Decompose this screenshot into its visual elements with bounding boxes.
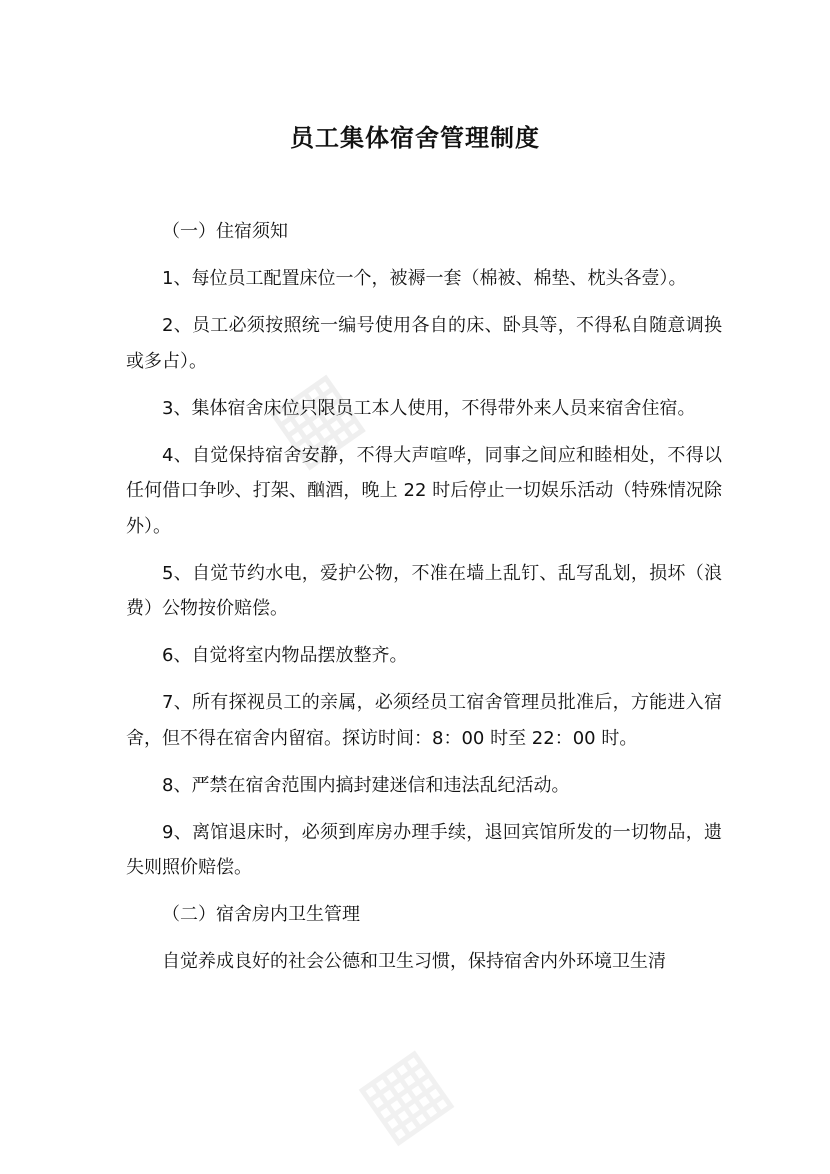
rule-item: 4、自觉保持宿舍安静，不得大声喧哗，同事之间应和睦相处，不得以任何借口争吵、打架、酗酒，晚上 22 时后停止一切娱乐活动（特殊情况除外）。 xyxy=(126,444,722,537)
section-heading: （二）宿舍房内卫生管理 xyxy=(162,904,360,925)
rule-item: 6、自觉将室内物品摆放整齐。 xyxy=(162,645,408,666)
rule-item: 1、每位员工配置床位一个，被褥一套（棉被、棉垫、枕头各壹）。 xyxy=(162,268,687,289)
page-title: 员工集体宿舍管理制度 xyxy=(290,124,540,152)
section-heading: （一）住宿须知 xyxy=(162,221,288,242)
rule-item: 2、员工必须按照统一编号使用各自的床、卧具等，不得私自随意调换或多占）。 xyxy=(126,315,722,372)
rule-item: 9、离馆退床时，必须到库房办理手续，退回宾馆所发的一切物品，遗失则照价赔偿。 xyxy=(126,821,722,878)
document-body xyxy=(126,214,722,991)
rule-item: 3、集体宿舍床位只限员工本人使用，不得带外来人员来宿舍住宿。 xyxy=(162,397,696,419)
watermark: ▦ xyxy=(337,1025,468,1160)
paragraph: 自觉养成良好的社会公德和卫生习惯，保持宿舍内外环境卫生清 xyxy=(162,951,666,972)
rule-item: 7、所有探视员工的亲属，必须经员工宿舍管理员批准后，方能进入宿舍，但不得在宿舍内留宿。探访时间：8：00 时至 22：00 时。 xyxy=(126,692,722,749)
watermark: ▦ xyxy=(248,349,379,485)
rule-item: 5、自觉节约水电，爱护公物，不准在墙上乱钉、乱写乱划，损坏（浪费）公物按价赔偿。 xyxy=(126,562,722,619)
rule-item: 8、严禁在宿舍范围内搞封建迷信和违法乱纪活动。 xyxy=(162,774,570,796)
